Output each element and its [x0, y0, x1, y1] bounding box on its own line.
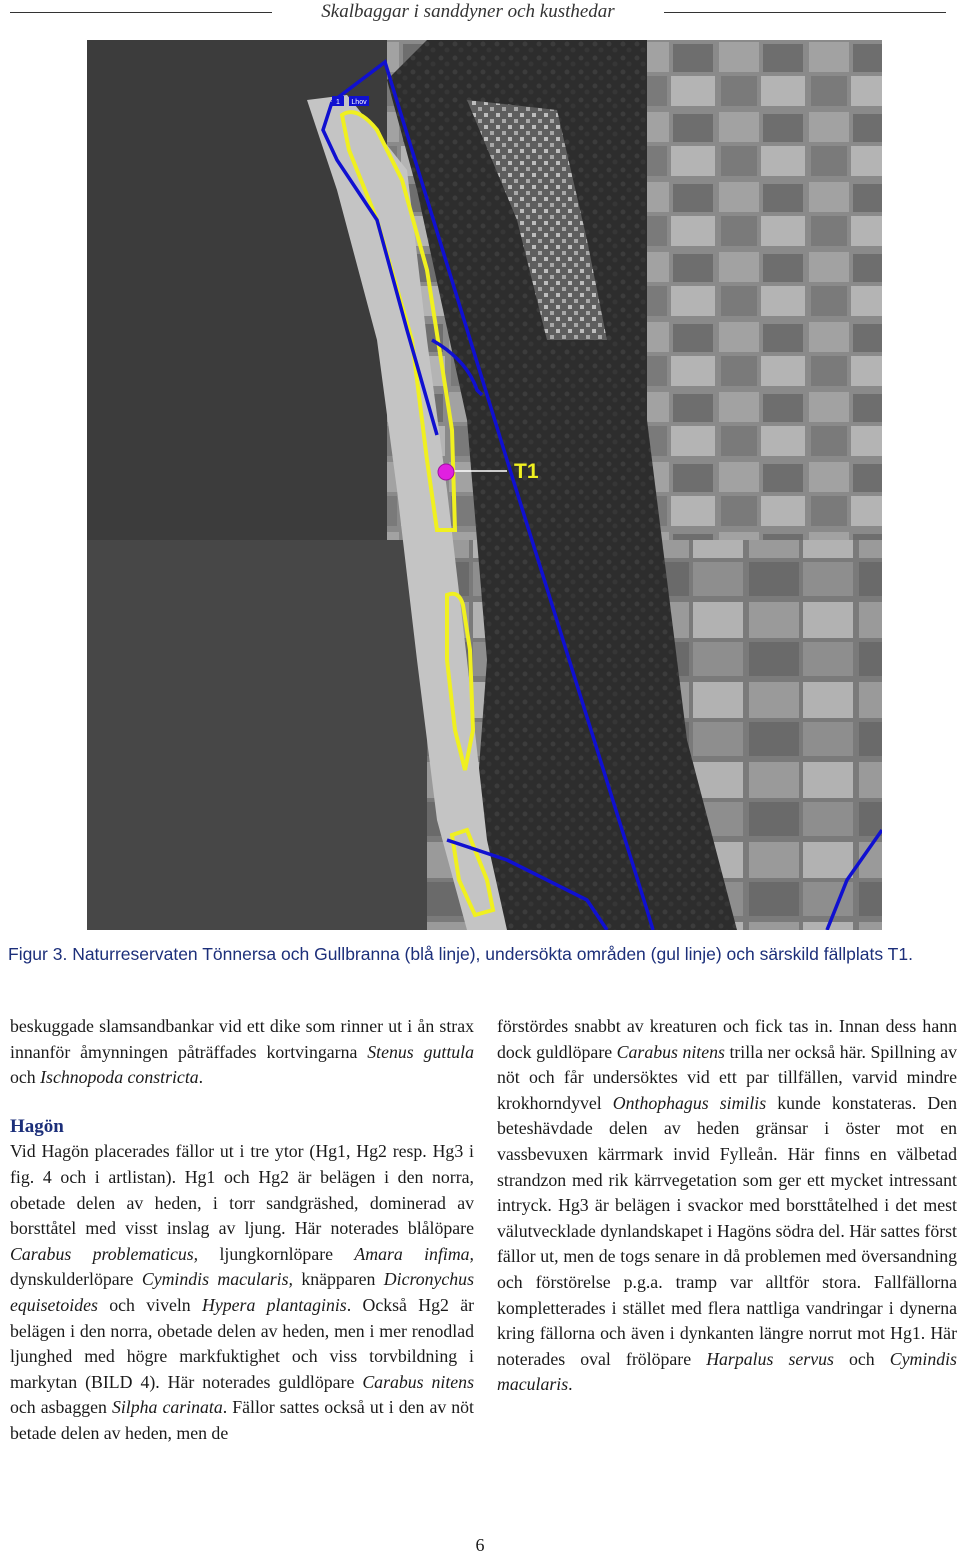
species-name: Carabus nitens: [616, 1041, 725, 1062]
text-run: beskuggade slamsandbankar vid ett dike som rinner ut i ån strax innanför åmynningen påträffades kortvingarna: [10, 1016, 474, 1062]
paragraph-continued: [497, 1014, 957, 1398]
species-name: Ischnopoda constricta: [40, 1067, 199, 1088]
running-header: [0, 0, 960, 26]
header-rule-right: [664, 12, 946, 13]
species-name: Harpalus servus: [706, 1348, 834, 1369]
paragraph-intro: [10, 1014, 474, 1091]
page-number: 6: [475, 1535, 485, 1555]
running-title: Skalbaggar i sanddyner och kusthedar: [321, 1, 615, 22]
species-name: Silpha carinata: [111, 1397, 223, 1418]
header-rule-left: [10, 12, 272, 13]
text-run: ljungkornlöpare: [198, 1243, 355, 1264]
legend-tag-1: 1: [336, 99, 340, 106]
species-name: Onthophagus similis: [612, 1092, 767, 1113]
species-name: Dicronychus equisetoides: [10, 1269, 474, 1315]
species-name: Cymindis macularis,: [141, 1269, 293, 1290]
text-run: .: [568, 1374, 573, 1395]
text-run: och viveln: [97, 1294, 203, 1315]
left-column: [10, 1014, 474, 1447]
text-run: Vid Hagön placerades fällor ut i tre ytor (Hg1, Hg2 resp. Hg3 i fig. 4 och i artlistan). Hg1 och Hg2 är belägen i den norra, obetade delen av heden, i torr sandgräshed, dominerad av borsttåtel med visst inslag av ljung. Här noterades blålöpare: [10, 1141, 474, 1239]
section-heading: Hagön: [10, 1115, 64, 1137]
species-name: Cymindis macularis: [497, 1348, 957, 1395]
text-run: och: [833, 1348, 890, 1369]
trap-site-marker-icon: [438, 464, 454, 480]
species-name: Hypera plantaginis: [202, 1294, 347, 1315]
text-run: knäpparen: [292, 1269, 384, 1290]
text-run: .: [198, 1067, 204, 1088]
text-run: kunde konstateras. Den beteshävdade delen av heden gränsar i öster mot en vassbevuxen kärrmark invid Fylleån. Här finns en välbetad strandzon med rik kärrvegetation som ger ett mycket intressant intryck. Hg3 är belägen i svackor med borsttåtelhed i det mest välutvecklade dynlandskapet i Hagöns södra del. Här sattes först fällor ut, men de togs senare in då problemen med översandning och förstörelse p.g.a. tramp var alltför stora. Fallfällorna kompletterades i stället med flera nattliga vandringar i dynerna kring fällorna och även i dynkanten längre norrut mot Hg1. Här noterades oval frölöpare: [497, 1092, 957, 1369]
text-run: och asbaggen: [10, 1397, 112, 1418]
text-run: dynskulderlöpare: [10, 1269, 142, 1290]
text-run: . Fällor sattes också ut i den av nöt betade delen av heden, men de: [10, 1397, 475, 1443]
trap-site-label: T1: [514, 460, 539, 483]
species-name: Amara infima,: [354, 1243, 474, 1264]
species-name: Stenus guttula: [367, 1041, 474, 1062]
text-run: och: [10, 1067, 41, 1088]
figure-caption: Figur 3. Naturreservaten Tönnersa och Gullbranna (blå linje), undersökta områden (gul linje) och särskild fällplats T1.: [8, 944, 913, 964]
text-run: . Också Hg2 är belägen i den norra, obetade delen av heden, men i mer renodlad ljunghed med högre markfuktighet och viss torvbildning i markytan (BILD 4). Här noterades guldlöpare: [10, 1294, 475, 1392]
legend-tag-2: Lhov: [351, 99, 367, 106]
aerial-map-figure: [87, 40, 882, 930]
right-column: [497, 1014, 957, 1398]
text-run: förstördes snabbt av kreaturen och fick tas in. Innan dess hann dock guldlöpare: [497, 1016, 957, 1062]
text-run: trilla ner också här. Spillning av nöt och får undersöktes vid ett par tillfällen, varvid mindre krokhorndyvel: [497, 1041, 957, 1113]
species-name: Carabus nitens: [362, 1371, 474, 1392]
species-name: Carabus problematicus,: [10, 1243, 199, 1264]
paragraph-hagon: [10, 1139, 474, 1446]
